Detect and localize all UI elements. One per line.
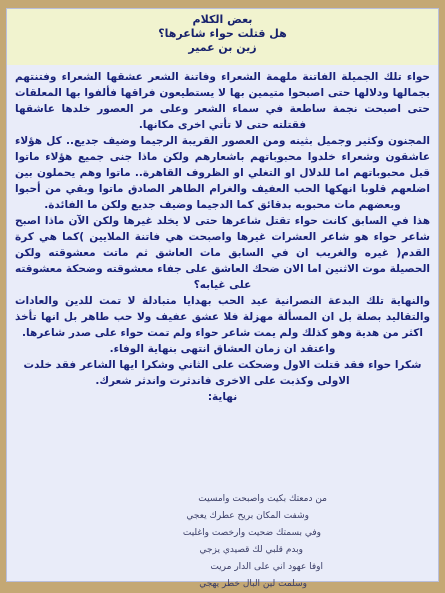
paragraph-belief: واعتقد ان زمان العشاق انتهى بنهاية الوفاء. [109,343,336,355]
article-frame [6,8,439,589]
paragraph-ending-label: نهاية: [207,391,238,403]
poem-verse: وبدم قلبي لك قصيدي يزجي [199,545,303,555]
article-header [7,9,438,65]
paragraph-intro: حواء تلك الجميلة الفاتنة ملهمة الشعراء وفاتنة الشعر عشقها الشعراء وفتنتهم بجمالها ودلالها حتى اصبحوا متيمين بها لا يستطيعون فراقها فألفوا بها المعلقات حتى اصبحت نجمة ساطعة في سماء الشعر وعلى مر العصور خلدها عاشقها فقتلته حتى لا تأتي اخرى مكانها. [15,71,430,131]
author-name: زين بن عمير [188,41,257,54]
article-title: هل قتلت حواء شاعرها؟ [158,27,287,40]
poem-verse: وسلمت لين البال خطر يهجي [199,579,307,589]
poem-verse: من دمعتك بكيت واصبحت وامسيت [198,494,327,504]
paragraph-past-present: هذا في السابق كانت حواء تقتل شاعرها حتى لا يخلد غيرها ولكن الآن ماذا اصبح شاعر حواء هو شاعر العشرات غيرها واصبحت هي فاتنة الملايين )كما هي كرة القدم( غيره والغريب ان في السابق مات العاشق ثم ماتت معشوقته ولكن الحصيلة موت الاثنين اما الان ضحك العاشق على جفاء معشوقته وضحكة معشوقته على غيابه؟ [15,215,430,291]
paragraph-valentine: والنهاية تلك البدعة النصرانية عيد الحب بهدايا متبادلة لا تمت للدين والعادات والتقاليد بصلة بل ان المسألة مهزلة فلا عشق عفيف ولا حب طاهر بل انها تأخذ اكثر من هدية وهو كذلك ولم يمت شاعر حواء ولم تمت حواء على صدر شاعرها. [15,295,430,339]
poem-verse: وشفت المكان بريح عطرك يعجي [186,511,309,521]
section-label: بعض الكلام [192,13,253,26]
paragraph-lovers: المجنون وكثير وجميل بثينه ومن العصور القريبة الرجيما وضيف جديع.. كل هؤلاء عاشقون وشعراء خلدوا محبوباتهم باشعارهم ولكن ماذا جنى جميع هؤلاء ماتوا قبل محبوباتهم اما للدلال او التغلي او الظروف القاهرة.. ماتوا وهم يحملون بين اضلعهم قلوبا انهكها الحب العفيف والغرام الطاهر الصادق ماتوا وبقي من أحبوا وبعضهم مات محبوبه بدقائق كما الدجيما وضيف جديع ولكن ما الفائدة. [15,135,430,211]
article-body [15,69,430,405]
poem-verse: اوفا عهود اني على الدار مريت [210,562,323,572]
poem-verse: وفي بسمتك ضحيت وارخصت واغليت [182,528,321,538]
closing-poem [67,491,327,593]
paragraph-thanks: شكرا حواء فقد قتلت الاول وضحكت على الثاني وشكرا ايها الشاعر فقد خلدت الاولى وكذبت على الاخرى فاندثرت واندثر شعرك. [23,359,422,387]
